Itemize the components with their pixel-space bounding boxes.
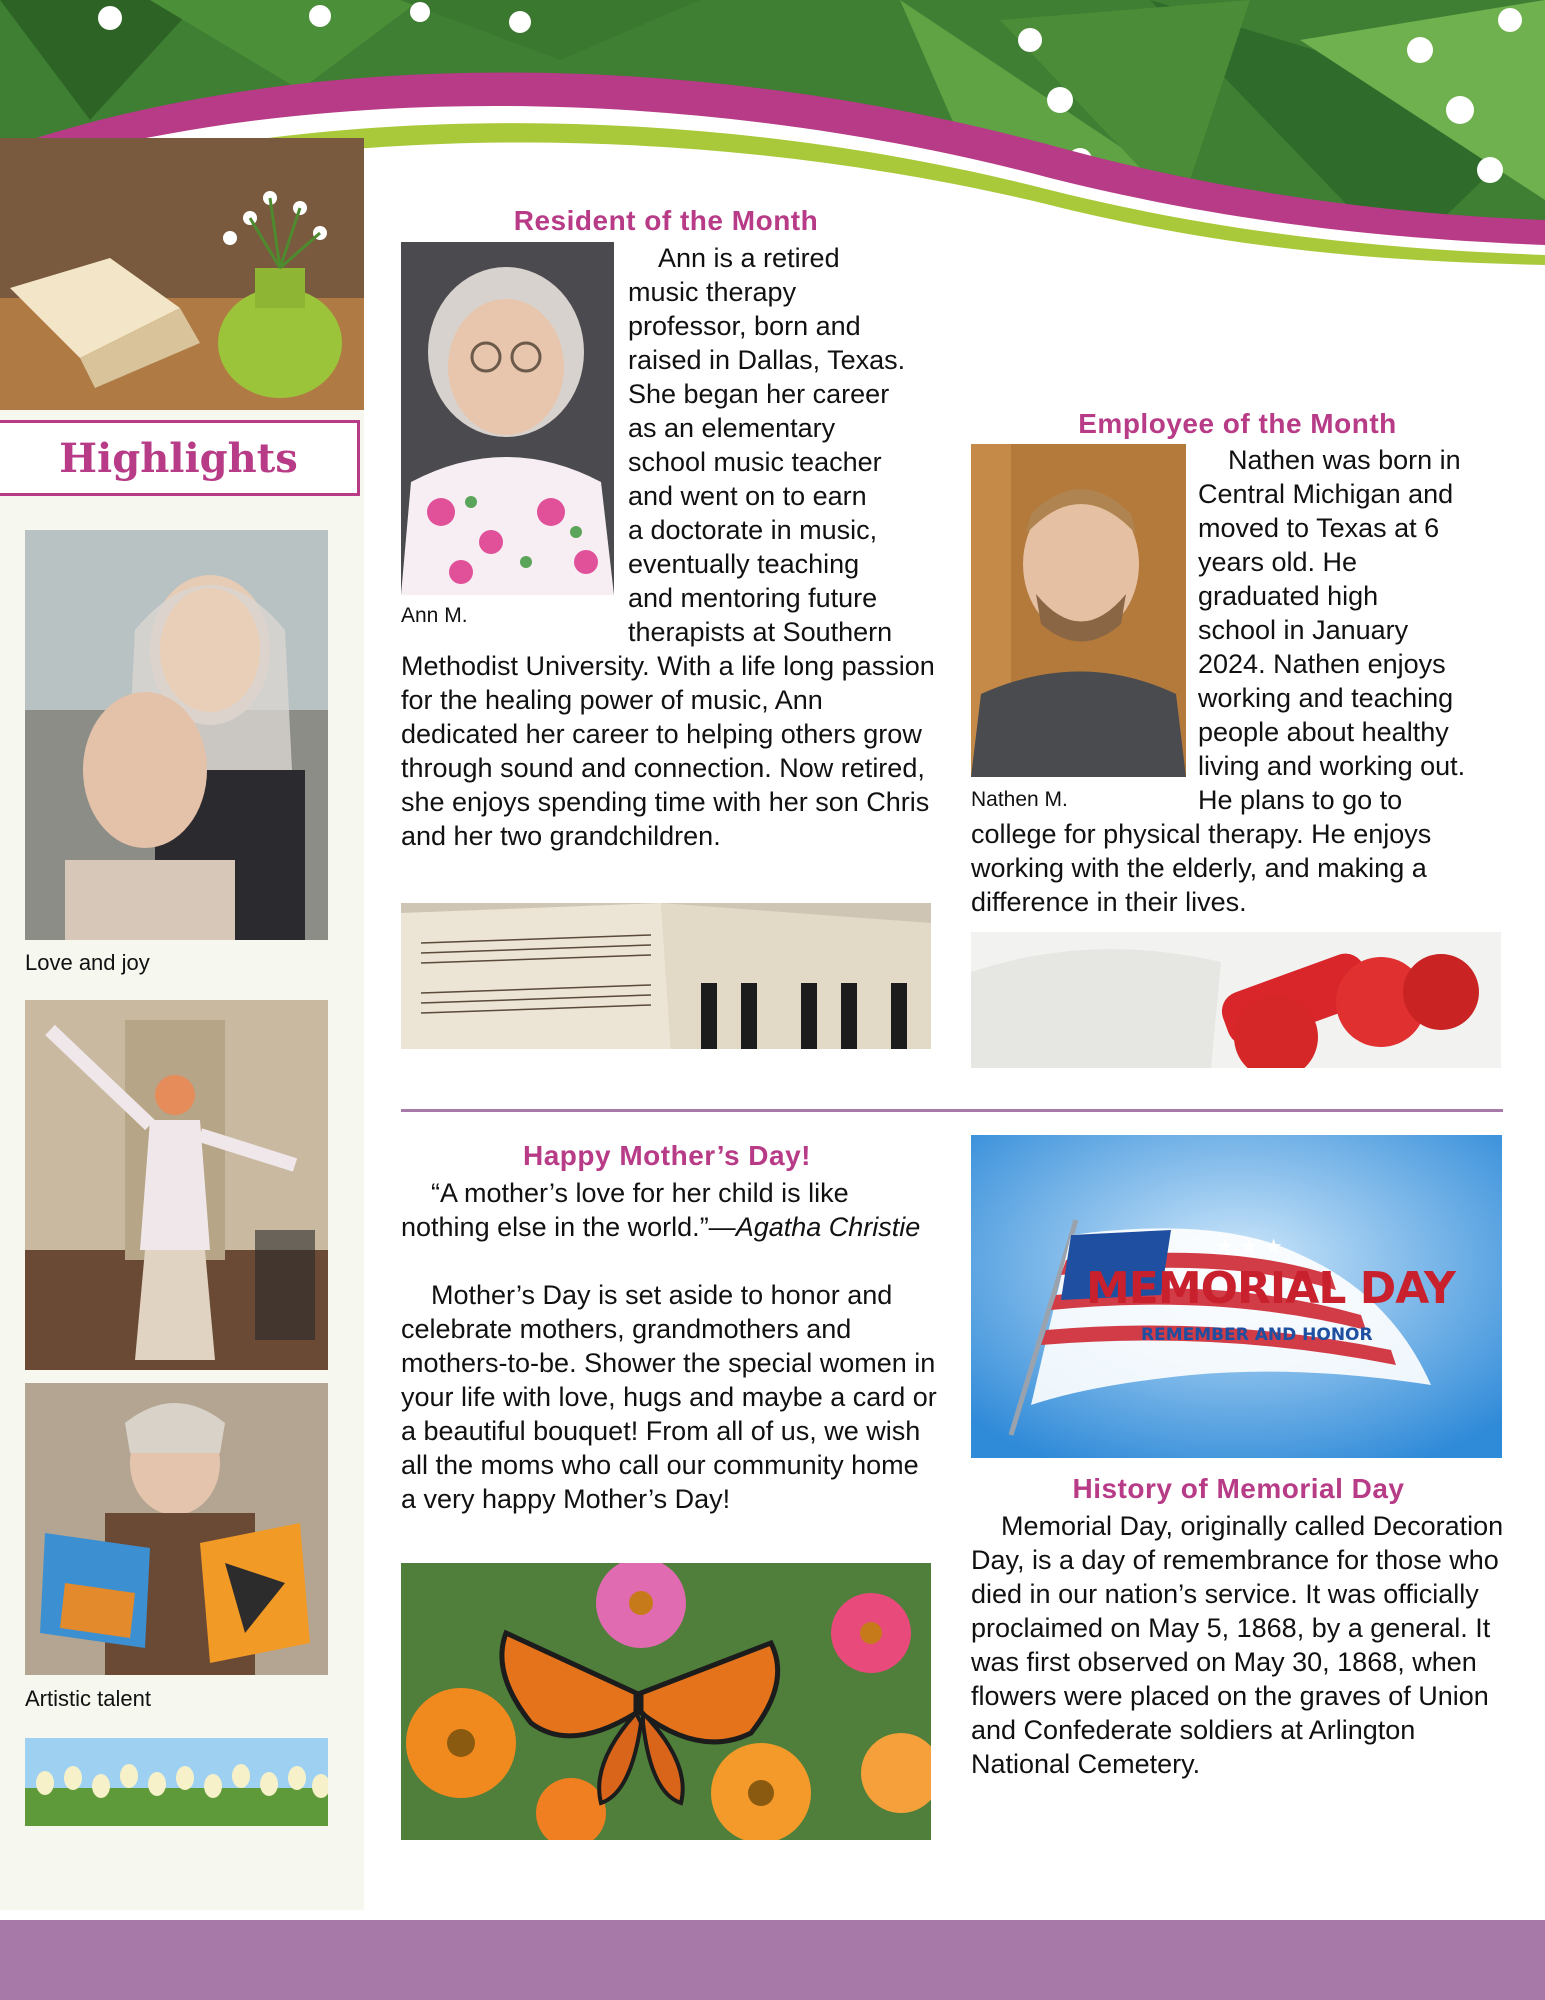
mothers-day-body-text: Mother’s Day is set aside to honor and celebrate mothers, grandmothers and mothers-to-be. Shower the special women in your life with love, hugs and maybe a card or a beautiful bouquet! From all of us, we wish all the moms who call our community home a very happy Mother’s Day! xyxy=(401,1280,937,1514)
memorial-banner-subtitle: REMEMBER AND HONOR xyxy=(1141,1325,1373,1345)
dumbbells-photo xyxy=(971,932,1501,1068)
section-divider xyxy=(401,1109,1503,1112)
employee-line: Nathen was born in xyxy=(1228,445,1461,475)
memorial-heading: History of Memorial Day xyxy=(1072,1473,1405,1504)
employee-line: He plans to go to xyxy=(1198,785,1403,815)
photo-caption-artistic: Artistic talent xyxy=(25,1686,151,1711)
employee-line: working and teaching xyxy=(1198,683,1454,713)
resident-line: a doctorate in music, xyxy=(628,515,878,545)
employee-text-full: college for physical therapy. He enjoys working with the elderly, and making a difference in their lives. xyxy=(971,819,1432,917)
sheet-music-photo xyxy=(401,903,931,1049)
memorial-banner-title: MEMORIAL DAY xyxy=(1086,1263,1455,1314)
memorial-body-text: Memorial Day, originally called Decoration Day, is a day of remembrance for those who died in our nation’s service. It was officially proclaimed on May 5, 1868, by a general. It was first observed on May 30, 1868, when flowers were placed on the graves of Union and Confederate soldiers at Arlington National Cemetery. xyxy=(971,1511,1504,1779)
resident-line: as an elementary xyxy=(628,413,836,443)
employee-line: people about healthy xyxy=(1198,717,1449,747)
mothers-day-quote xyxy=(401,1176,938,1244)
tulips-photo xyxy=(25,1738,328,1826)
mothers-day-quote-author: Agatha Christie xyxy=(735,1212,921,1242)
employee-line: 2024. Nathen enjoys xyxy=(1198,649,1446,679)
svg-text:★ ★ ★: ★ ★ ★ xyxy=(1216,1234,1283,1258)
highlights-box xyxy=(0,420,360,496)
dancing-resident-photo xyxy=(25,1000,328,1370)
employee-line: moved to Texas at 6 xyxy=(1198,513,1440,543)
resident-line: and mentoring future xyxy=(628,583,878,613)
mothers-day-quote-text: “A mother’s love for her child is like nothing else in the world.”— xyxy=(401,1178,849,1242)
employee-line: years old. He xyxy=(1198,547,1358,577)
employee-line: Central Michigan and xyxy=(1198,479,1454,509)
couple-photo xyxy=(25,530,328,940)
employee-line: school in January xyxy=(1198,615,1409,645)
resident-heading: Resident of the Month xyxy=(513,205,819,236)
memorial-day-banner xyxy=(971,1135,1502,1458)
memorial-body xyxy=(971,1509,1516,1781)
resident-text-beside xyxy=(628,241,938,649)
employee-heading: Employee of the Month xyxy=(1078,408,1397,439)
footer-bar xyxy=(0,1920,1545,2000)
resident-line: She began her career xyxy=(628,379,890,409)
resident-text-full: Methodist University. With a life long passion for the healing power of music, Ann dedicated her career to helping others grow through sound and connection. Now retired, she enjoys spending time with her son Chris and her two grandchildren. xyxy=(401,651,935,851)
artist-resident-photo xyxy=(25,1383,328,1675)
resident-line: Ann is a retired xyxy=(658,243,840,273)
resident-line: therapists at Southern xyxy=(628,617,893,647)
resident-line: and went on to earn xyxy=(628,481,867,511)
book-and-flowers-photo xyxy=(0,138,364,410)
mothers-day-body xyxy=(401,1278,938,1516)
highlights-title: Highlights xyxy=(59,434,298,482)
photo-caption-love: Love and joy xyxy=(25,950,150,975)
resident-line: professor, born and xyxy=(628,311,861,341)
employee-text-beside xyxy=(1198,443,1518,817)
resident-line: eventually teaching xyxy=(628,549,860,579)
butterfly-flowers-photo xyxy=(401,1563,931,1840)
resident-line: school music teacher xyxy=(628,447,882,477)
resident-photo xyxy=(401,242,614,595)
resident-line: raised in Dallas, Texas. xyxy=(628,345,906,375)
resident-photo-caption: Ann M. xyxy=(401,604,468,627)
employee-photo xyxy=(971,444,1186,777)
employee-photo-caption: Nathen M. xyxy=(971,788,1068,811)
employee-line: living and working out. xyxy=(1198,751,1466,781)
mothers-day-heading: Happy Mother’s Day! xyxy=(523,1140,811,1171)
employee-line: graduated high xyxy=(1198,581,1379,611)
resident-line: music therapy xyxy=(628,277,797,307)
